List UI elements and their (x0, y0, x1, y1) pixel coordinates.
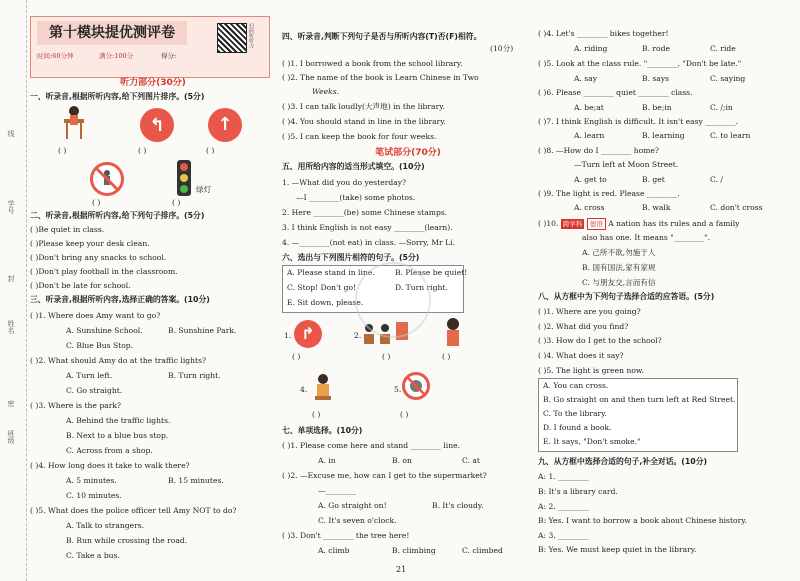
q8-option: C. To the library. (543, 409, 607, 418)
q6-option: B. Please be quiet! (395, 268, 468, 277)
q7-option: A. get to (574, 175, 607, 184)
q8-item: ( )1. Where are you going? (538, 307, 641, 316)
q3-option: C. 10 minutes. (66, 491, 122, 500)
q3-option: B. Run while crossing the road. (66, 536, 188, 545)
q7-option: A. cross (574, 203, 605, 212)
q7-option: A. Go straight on! (318, 501, 387, 510)
answer-paren: ( ) (92, 198, 101, 207)
q7-option: A. learn (574, 131, 605, 140)
q5-item: 1. —What did you do yesterday? (282, 178, 407, 187)
q3-option: A. Talk to strangers. (66, 521, 145, 530)
q3-question: ( )4. How long does it take to walk there? (30, 461, 190, 470)
q7-option: B. learning (642, 131, 685, 140)
q9-dialogue: B: It's a library card. (538, 487, 618, 496)
q7-option: C. to learn (710, 131, 751, 140)
turn-right-arrow-icon: ↱ (301, 324, 315, 343)
q6-number: 2. (354, 331, 362, 340)
q3-question: ( )3. Where is the park? (30, 401, 122, 410)
title-box (30, 16, 270, 78)
q7-option: A. climb (318, 546, 350, 555)
q3-question: ( )1. Where does Amy want to go? (30, 311, 161, 320)
q8-option: A. You can cross. (543, 381, 609, 390)
turn-right-sign (294, 320, 322, 348)
q7-option: B. on (392, 456, 412, 465)
q4-item: ( )5. I can keep the book for four weeks. (282, 132, 437, 141)
q7-option: A. riding (574, 44, 608, 53)
q7-option: C. ride (710, 44, 736, 53)
answer-paren: ( ) (400, 410, 409, 419)
q7-option: C. at (462, 456, 480, 465)
margin-label: 姓名 (7, 320, 15, 334)
q3-option: C. Go straight. (66, 386, 123, 395)
up-arrow-icon: ↑ (217, 114, 233, 135)
boy-at-desk-picture (60, 105, 88, 141)
q7-question: ( )9. The light is red. Please ________. (538, 189, 680, 198)
q3-option: A. Sunshine School. (66, 326, 143, 335)
q3-option: B. Next to a blue bus stop. (66, 431, 169, 440)
q3-question: ( )2. What should Amy do at the traffic lights? (30, 356, 207, 365)
q10-option: B. 国有国法,家有家规 (582, 263, 656, 272)
q4-score: (10分) (490, 44, 514, 53)
q3-option: B. Sunshine Park. (168, 326, 237, 335)
q7-option: B. be;in (642, 103, 672, 112)
q7-answer-blank: —________ (318, 486, 356, 495)
cross-subject-tag: 跨学科 (562, 220, 583, 228)
answer-paren: ( ) (442, 352, 451, 361)
turn-left-arrow-icon: ↰ (149, 115, 165, 136)
green-light-label: 绿灯 (196, 185, 212, 194)
q6-option: C. Stop! Don't go! (287, 283, 357, 292)
q7-option: A. be;at (574, 103, 604, 112)
qr-caption: 扫码听听力 (248, 23, 254, 48)
answer-paren: ( ) (382, 352, 391, 361)
score-label: 得分: (161, 52, 177, 60)
q10-line2: also has one. It means "________". (582, 233, 711, 242)
q9-dialogue: A: 1. ________ (538, 472, 589, 481)
answer-paren: ( ) (312, 410, 321, 419)
q3-heading: 三、听录音,根据所听内容,选择正确的答案。(10分) (30, 295, 210, 304)
traffic-light-picture (177, 160, 191, 196)
q7-question: ( )3. Don't ________ the tree here! (282, 531, 410, 540)
q3-option: A. Turn left. (66, 371, 113, 380)
q9-heading: 九、从方框中选择合适的句子,补全对话。(10分) (538, 457, 708, 466)
q7-question: ( )7. I think English is difficult. It isn't easy ________. (538, 117, 738, 126)
q4-item: Weeks. (312, 87, 340, 96)
q6-number: 4. (300, 385, 308, 394)
q7-question: ( )4. Let's ________ bikes together! (538, 29, 669, 38)
q2-heading: 二、听录音,根据所听内容,给下列句子排序。(5分) (30, 211, 205, 220)
q4-item: ( )1. I borrowed a book from the school library. (282, 59, 463, 68)
q3-option: B. 15 minutes. (168, 476, 224, 485)
q5-item: 3. I think English is not easy ________(learn). (282, 223, 453, 232)
q6-number: 5. (394, 385, 402, 394)
q7-option: B. It's cloudy. (432, 501, 484, 510)
q5-item: 2. Here ________(be) some Chinese stamps. (282, 208, 448, 217)
answer-paren: ( ) (138, 146, 147, 155)
q9-dialogue: B: Yes. We must keep quiet in the library. (538, 545, 697, 554)
q8-heading: 八、从方框中为下列句子选择合适的应答语。(5分) (538, 292, 715, 301)
q4-item: ( )3. I can talk loudly(大声地) in the library. (282, 102, 445, 111)
go-straight-sign (208, 108, 242, 142)
q8-option: E. It says, "Don't smoke." (543, 437, 641, 446)
q9-dialogue: B: Yes. I want to borrow a book about Chinese history. (538, 516, 747, 525)
q3-option: C. Across from a shop. (66, 446, 153, 455)
q1-heading: 一、听录音,根据所听内容,给下列图片排序。(5分) (30, 92, 205, 101)
q9-dialogue: A: 3. ________ (538, 531, 589, 540)
girl-picture (442, 316, 464, 352)
page-title: 第十模块提优测评卷 (37, 21, 187, 45)
q7-heading: 七、单项选择。(10分) (282, 426, 363, 435)
q8-options-box (538, 378, 738, 452)
q3-question: ( )5. What does the police officer tell Amy NOT to do? (30, 506, 237, 515)
no-running-sign (90, 162, 124, 196)
q5-item: 4. —________(not eat) in class. —Sorry, Mr Li. (282, 238, 455, 247)
q10-option: A. 己所不欲,勿施于人 (582, 248, 656, 257)
q8-option: D. I found a book. (543, 423, 612, 432)
qr-code[interactable] (217, 23, 247, 53)
q4-item: ( )4. You should stand in line in the library. (282, 117, 446, 126)
q7-question: ( )5. Look at the class rule. "________, "Don't be late." (538, 59, 742, 68)
margin-label: 学号 (7, 200, 15, 214)
q4-item: ( )2. The name of the book is Learn Chinese in Two (282, 73, 479, 82)
q10-text: A nation has its rules and a family (608, 219, 740, 228)
q6-option: E. Sit down, please. (287, 298, 364, 307)
q3-option: A. 5 minutes. (66, 476, 117, 485)
q9-dialogue: A: 2. ________ (538, 502, 589, 511)
margin-label: 线 (7, 130, 15, 137)
q5-item: —I ________(take) some photos. (296, 193, 416, 202)
q8-option: B. Go straight on and then turn left at Red Street. (543, 395, 736, 404)
q7-option: C. /;in (710, 103, 733, 112)
q6-option: A. Please stand in line. (287, 268, 375, 277)
q7-option: C. climbed (462, 546, 503, 555)
q8-item: ( )4. What does it say? (538, 351, 624, 360)
margin-label: 班级 (7, 430, 15, 444)
q7-option: C. saying (710, 74, 746, 83)
q7-question: ( )8. —How do I ________ home? (538, 146, 659, 155)
q7-option: B. says (642, 74, 670, 83)
answer-paren: ( ) (172, 198, 181, 207)
sitting-person-picture (310, 372, 336, 406)
subject-tag: 德语 (587, 218, 606, 230)
q8-item: ( )2. What did you find? (538, 322, 629, 331)
exam-time: 时间:60分钟 (37, 52, 74, 60)
q7-option: C. It's seven o'clock. (318, 516, 397, 525)
no-talking-sign (402, 372, 430, 400)
q7-answer-line: —Turn left at Moon Street. (574, 160, 679, 169)
q2-item: ( )Be quiet in class. (30, 225, 105, 234)
q7-option: B. climbing (392, 546, 436, 555)
margin-label: 密 (7, 400, 15, 407)
q10-option: C. 与朋友交,言而有信 (582, 278, 656, 287)
q8-item: ( )5. The light is green now. (538, 366, 644, 375)
q2-item: ( )Don't be late for school. (30, 281, 131, 290)
margin-label: 封 (7, 275, 15, 282)
q6-number: 1. (284, 331, 292, 340)
q7-question: ( )1. Please come here and stand ________ line. (282, 441, 460, 450)
answer-paren: ( ) (58, 146, 67, 155)
q2-item: ( )Don't play football in the classroom. (30, 267, 178, 276)
q3-option: A. Behind the traffic lights. (66, 416, 171, 425)
q7-option: B. get (642, 175, 665, 184)
q3-option: C. Take a bus. (66, 551, 120, 560)
q8-item: ( )3. How do I get to the school? (538, 336, 662, 345)
answer-paren: ( ) (292, 352, 301, 361)
written-section-title: 笔试部分(70分) (375, 148, 441, 158)
q2-item: ( )Don't bring any snacks to school. (30, 253, 167, 262)
q3-option: B. Turn right. (168, 371, 221, 380)
q6-option: D. Turn right. (395, 283, 448, 292)
q7-option: B. rode (642, 44, 670, 53)
q6-heading: 六、选出与下列图片相符的句子。(5分) (282, 253, 420, 262)
q3-option: C. Blue Bus Stop. (66, 341, 134, 350)
q10-prefix: ( )10. (538, 219, 559, 228)
watermark (355, 262, 431, 338)
q7-option: B. walk (642, 203, 671, 212)
page-number: 21 (396, 565, 407, 574)
q7-question: ( )6. Please ________ quiet ________ class. (538, 88, 693, 97)
q4-heading: 四、听录音,判断下列句子是否与所听内容(T)否(F)相符。 (282, 32, 482, 41)
binding-margin (0, 0, 27, 581)
answer-paren: ( ) (206, 146, 215, 155)
turn-left-sign (140, 108, 174, 142)
q2-item: ( )Please keep your desk clean. (30, 239, 150, 248)
q7-question: ( )2. —Excuse me, how can I get to the supermarket? (282, 471, 487, 480)
q5-heading: 五、用所给内容的适当形式填空。(10分) (282, 162, 425, 171)
q7-option: C. don't cross (710, 203, 763, 212)
q7-option: C. / (710, 175, 723, 184)
q10-line (538, 218, 739, 230)
q7-option: A. say (574, 74, 598, 83)
listening-section-title: 听力部分(30分) (120, 78, 186, 88)
full-score: 满分:100分 (99, 52, 134, 60)
q7-option: A. in (318, 456, 336, 465)
